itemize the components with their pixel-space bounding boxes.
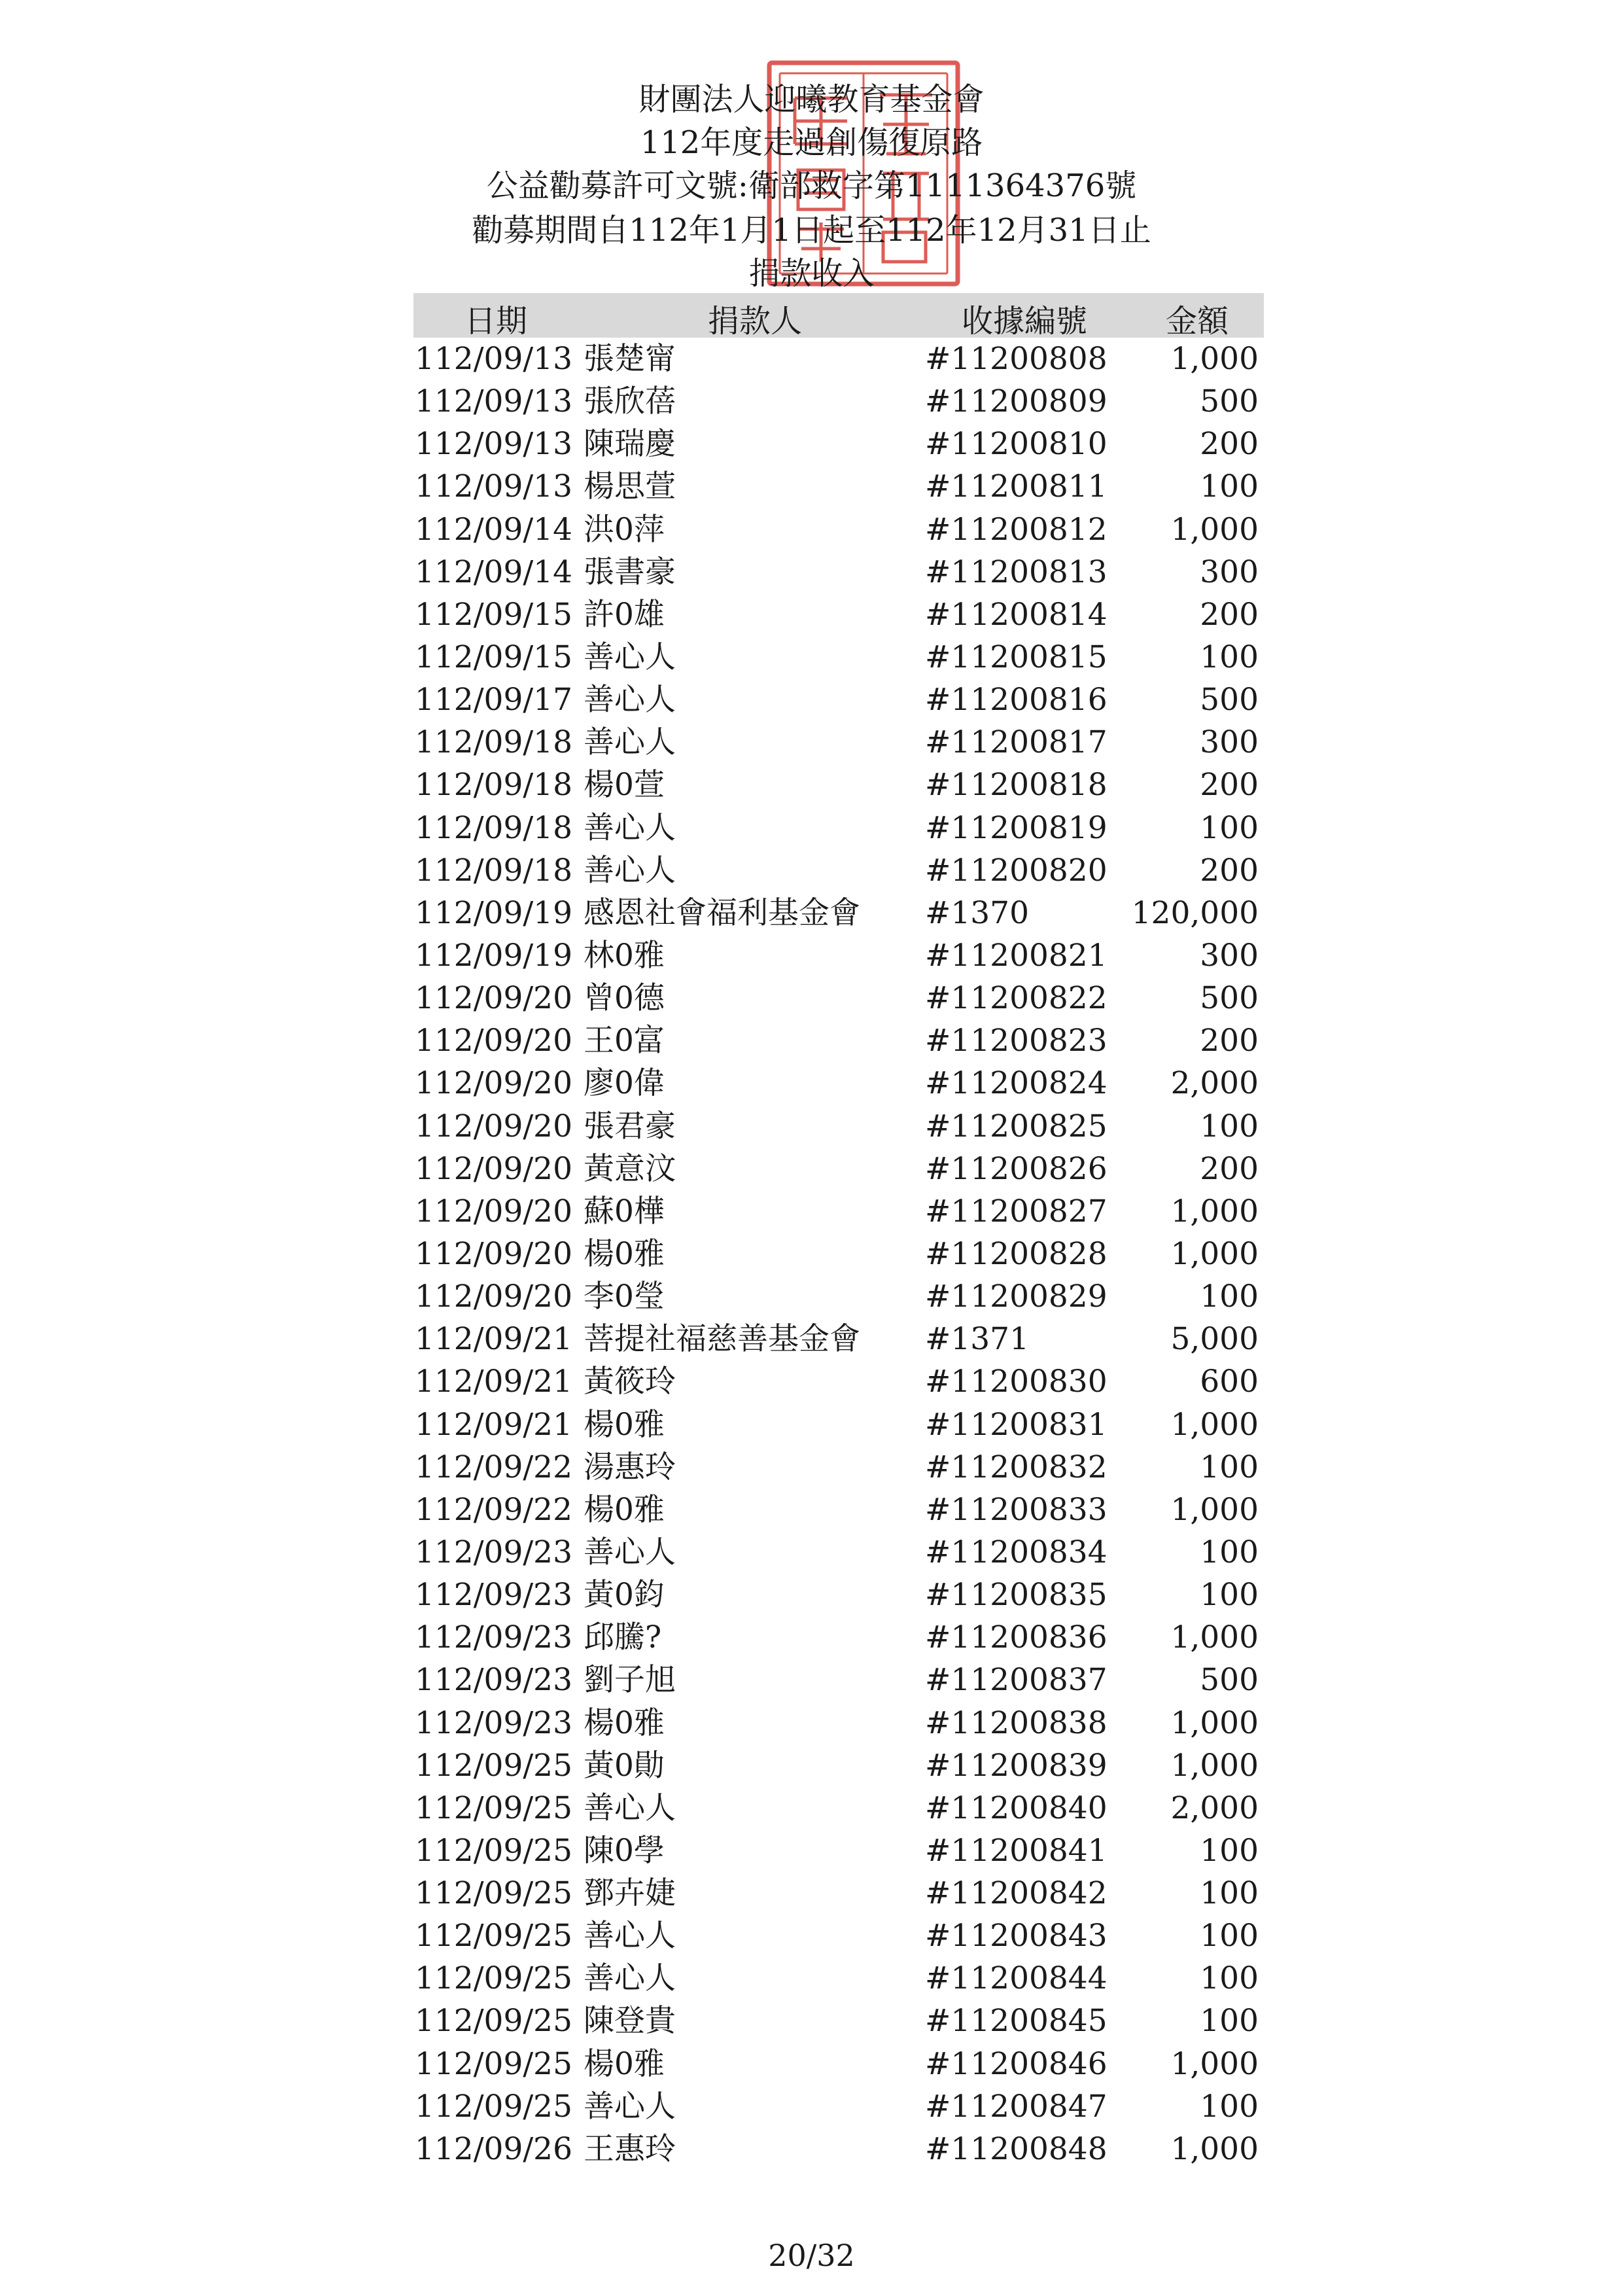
row-date: 112/09/25 [415,2003,572,2040]
row-date: 112/09/25 [415,1918,572,1954]
org-title: 財團法人迎曦教育基金會 [638,81,985,118]
row-donor: 陳瑞慶 [584,426,676,463]
table-row [413,423,1264,465]
row-donor: 王惠玲 [584,2130,676,2167]
row-amount: 200 [1200,852,1259,889]
row-receipt: #11200812 [925,511,1108,548]
row-donor: 善心人 [584,1918,676,1954]
row-amount: 600 [1200,1364,1259,1400]
table-row [413,849,1264,892]
row-receipt: #11200829 [925,1279,1108,1315]
row-donor: 黃意汶 [584,1150,676,1187]
row-donor: 洪0萍 [584,511,665,548]
table-row [413,551,1264,593]
table-row [413,1360,1264,1403]
row-receipt: #11200848 [925,2130,1108,2167]
row-receipt: #11200838 [925,1704,1108,1741]
row-amount: 100 [1200,1108,1259,1144]
row-amount: 500 [1200,682,1259,718]
row-date: 112/09/18 [415,809,572,846]
table-row [413,508,1264,551]
row-receipt: #11200817 [925,724,1108,761]
table-row [413,1574,1264,1616]
row-amount: 1,000 [1170,511,1259,548]
row-amount: 200 [1200,596,1259,633]
row-receipt: #1371 [925,1321,1029,1358]
row-amount: 100 [1200,1577,1259,1614]
row-donor: 楊0雅 [584,2045,665,2082]
row-receipt: #11200837 [925,1662,1108,1699]
row-donor: 廖0偉 [584,1065,665,1102]
header-date: 日期 [464,303,528,340]
table-row [413,1318,1264,1360]
row-date: 112/09/13 [415,341,572,377]
row-receipt: #11200825 [925,1108,1108,1144]
table-row [413,1190,1264,1233]
row-date: 112/09/19 [415,894,572,931]
row-date: 112/09/20 [415,1023,572,1059]
row-date: 112/09/23 [415,1577,572,1614]
row-date: 112/09/20 [415,1279,572,1315]
table-row [413,1659,1264,1701]
table-row [413,764,1264,806]
row-receipt: #11200840 [925,1790,1108,1826]
row-amount: 1,000 [1170,2045,1259,2082]
row-receipt: #11200846 [925,2045,1108,2082]
row-amount: 100 [1200,809,1259,846]
row-date: 112/09/25 [415,2045,572,2082]
row-receipt: #11200824 [925,1065,1108,1102]
row-date: 112/09/25 [415,1790,572,1826]
table-row [413,1744,1264,1787]
table-row [413,593,1264,636]
row-receipt: #11200843 [925,1918,1108,1954]
row-receipt: #11200835 [925,1577,1108,1614]
row-receipt: #11200818 [925,767,1108,804]
row-donor: 善心人 [584,724,676,761]
row-amount: 100 [1200,2003,1259,2040]
table-header [413,293,1264,338]
table-row [413,1531,1264,1574]
table-row [413,1404,1264,1446]
row-receipt: #1370 [925,894,1029,931]
row-date: 112/09/21 [415,1321,572,1358]
row-date: 112/09/13 [415,426,572,463]
row-receipt: #11200841 [925,1832,1108,1869]
table-row [413,1233,1264,1275]
table-row [413,721,1264,764]
row-donor: 蘇0樺 [584,1193,665,1229]
row-amount: 1,000 [1170,1704,1259,1741]
row-donor: 陳登貴 [584,2003,676,2040]
row-date: 112/09/19 [415,937,572,974]
row-amount: 200 [1200,1150,1259,1187]
table-row [413,636,1264,679]
table-row [413,1702,1264,1744]
row-receipt: #11200832 [925,1449,1108,1485]
table-row [413,934,1264,977]
row-donor: 楊思萱 [584,468,676,505]
row-amount: 1,000 [1170,1619,1259,1656]
row-date: 112/09/17 [415,682,572,718]
row-receipt: #11200810 [925,426,1108,463]
row-amount: 100 [1200,468,1259,505]
row-amount: 5,000 [1170,1321,1259,1358]
row-receipt: #11200808 [925,341,1108,377]
row-donor: 善心人 [584,1790,676,1826]
table-row [413,338,1264,380]
row-donor: 鄧卉婕 [584,1875,676,1912]
table-row [413,2000,1264,2042]
row-amount: 120,000 [1131,894,1259,931]
row-date: 112/09/20 [415,980,572,1017]
row-receipt: #11200815 [925,639,1108,675]
row-receipt: #11200842 [925,1875,1108,1912]
row-amount: 100 [1200,1534,1259,1570]
row-receipt: #11200828 [925,1235,1108,1272]
table-row [413,679,1264,721]
row-receipt: #11200814 [925,596,1108,633]
row-receipt: #11200839 [925,1747,1108,1784]
row-receipt: #11200845 [925,2003,1108,2040]
row-amount: 500 [1200,980,1259,1017]
row-amount: 500 [1200,383,1259,420]
row-receipt: #11200823 [925,1023,1108,1059]
row-receipt: #11200819 [925,809,1108,846]
row-amount: 200 [1200,1023,1259,1059]
table-row [413,1446,1264,1489]
table-row [413,1957,1264,2000]
row-date: 112/09/13 [415,468,572,505]
row-receipt: #11200834 [925,1534,1108,1570]
row-donor: 邱騰? [584,1619,662,1656]
table-row [413,1872,1264,1915]
table-body [413,338,1264,2170]
row-amount: 100 [1200,1875,1259,1912]
row-amount: 1,000 [1170,341,1259,377]
row-donor: 善心人 [584,2088,676,2125]
row-donor: 張欣蓓 [584,383,676,420]
row-donor: 劉子旭 [584,1662,676,1699]
row-date: 112/09/25 [415,1875,572,1912]
row-date: 112/09/23 [415,1534,572,1570]
row-donor: 楊0雅 [584,1406,665,1443]
row-amount: 1,000 [1170,1491,1259,1528]
row-amount: 1,000 [1170,1235,1259,1272]
row-donor: 菩提社福慈善基金會 [584,1321,860,1358]
row-date: 112/09/21 [415,1364,572,1400]
row-date: 112/09/14 [415,554,572,590]
table-row [413,1275,1264,1318]
row-amount: 100 [1200,2088,1259,2125]
row-donor: 王0富 [584,1023,665,1059]
row-donor: 善心人 [584,852,676,889]
row-amount: 2,000 [1170,1790,1259,1826]
permit-number: 公益勸募許可文號:衛部救字第1111364376號 [486,168,1137,204]
row-donor: 楊0雅 [584,1491,665,1528]
row-donor: 林0雅 [584,937,665,974]
row-amount: 1,000 [1170,2130,1259,2167]
row-donor: 感恩社會福利基金會 [584,894,860,931]
row-date: 112/09/20 [415,1193,572,1229]
row-donor: 善心人 [584,682,676,718]
row-date: 112/09/18 [415,852,572,889]
row-date: 112/09/23 [415,1619,572,1656]
row-receipt: #11200827 [925,1193,1108,1229]
row-date: 112/09/22 [415,1491,572,1528]
table-row [413,977,1264,1019]
row-amount: 100 [1200,1832,1259,1869]
row-donor: 湯惠玲 [584,1449,676,1485]
row-receipt: #11200813 [925,554,1108,590]
header-donor: 捐款人 [708,303,803,340]
row-donor: 善心人 [584,1534,676,1570]
table-row [413,892,1264,934]
row-receipt: #11200820 [925,852,1108,889]
row-donor: 許0雄 [584,596,665,633]
table-row [413,2128,1264,2170]
row-receipt: #11200826 [925,1150,1108,1187]
row-donor: 楊0雅 [584,1704,665,1741]
row-date: 112/09/20 [415,1235,572,1272]
table-row [413,1148,1264,1190]
page-number: 20/32 [768,2238,855,2273]
table-row [413,1062,1264,1104]
row-date: 112/09/15 [415,596,572,633]
table-row [413,807,1264,849]
event-title: 112年度走過創傷復原路 [640,124,983,161]
row-date: 112/09/14 [415,511,572,548]
row-amount: 100 [1200,1960,1259,1997]
row-date: 112/09/26 [415,2130,572,2167]
row-donor: 黃筱玲 [584,1364,676,1400]
section-title: 捐款收入 [748,255,875,292]
row-date: 112/09/25 [415,2088,572,2125]
row-amount: 1,000 [1170,1406,1259,1443]
table-row [413,2085,1264,2128]
row-amount: 100 [1200,1279,1259,1315]
row-donor: 黃0勛 [584,1747,665,1784]
row-receipt: #11200831 [925,1406,1108,1443]
row-amount: 100 [1200,1449,1259,1485]
row-amount: 300 [1200,724,1259,761]
table-row [413,1616,1264,1659]
row-receipt: #11200811 [925,468,1108,505]
table-row [413,1019,1264,1062]
fundraising-period: 勸募期間自112年1月1日起至112年12月31日止 [472,212,1151,249]
row-receipt: #11200836 [925,1619,1108,1656]
row-receipt: #11200833 [925,1491,1108,1528]
row-amount: 100 [1200,639,1259,675]
header-receipt: 收據編號 [962,303,1088,340]
row-donor: 曾0德 [584,980,665,1017]
row-date: 112/09/23 [415,1704,572,1741]
row-date: 112/09/18 [415,724,572,761]
header-amount: 金額 [1166,303,1229,340]
row-amount: 300 [1200,937,1259,974]
row-receipt: #11200830 [925,1364,1108,1400]
row-date: 112/09/22 [415,1449,572,1485]
row-donor: 張書豪 [584,554,676,590]
row-receipt: #11200816 [925,682,1108,718]
row-amount: 200 [1200,767,1259,804]
row-donor: 善心人 [584,1960,676,1997]
row-amount: 2,000 [1170,1065,1259,1102]
table-row [413,1105,1264,1148]
row-date: 112/09/21 [415,1406,572,1443]
row-donor: 黃0鈞 [584,1577,665,1614]
table-row [413,465,1264,508]
row-date: 112/09/13 [415,383,572,420]
table-row [413,380,1264,423]
row-donor: 張楚甯 [584,341,676,377]
table-row [413,1787,1264,1829]
row-date: 112/09/20 [415,1108,572,1144]
row-receipt: #11200847 [925,2088,1108,2125]
table-row [413,2043,1264,2085]
row-amount: 500 [1200,1662,1259,1699]
row-date: 112/09/23 [415,1662,572,1699]
donation-table [413,293,1264,2170]
row-date: 112/09/25 [415,1960,572,1997]
row-date: 112/09/18 [415,767,572,804]
row-donor: 陳0學 [584,1832,665,1869]
table-row [413,1829,1264,1872]
row-receipt: #11200844 [925,1960,1108,1997]
row-receipt: #11200822 [925,980,1108,1017]
row-donor: 李0瑩 [584,1279,665,1315]
row-receipt: #11200821 [925,937,1108,974]
row-donor: 楊0雅 [584,1235,665,1272]
table-row [413,1489,1264,1531]
row-amount: 1,000 [1170,1747,1259,1784]
row-date: 112/09/15 [415,639,572,675]
row-amount: 300 [1200,554,1259,590]
row-donor: 善心人 [584,639,676,675]
row-donor: 楊0萱 [584,767,665,804]
row-amount: 100 [1200,1918,1259,1954]
row-date: 112/09/25 [415,1832,572,1869]
row-receipt: #11200809 [925,383,1108,420]
row-amount: 1,000 [1170,1193,1259,1229]
row-donor: 張君豪 [584,1108,676,1144]
row-amount: 200 [1200,426,1259,463]
table-row [413,1915,1264,1957]
row-donor: 善心人 [584,809,676,846]
row-date: 112/09/20 [415,1065,572,1102]
row-date: 112/09/25 [415,1747,572,1784]
row-date: 112/09/20 [415,1150,572,1187]
